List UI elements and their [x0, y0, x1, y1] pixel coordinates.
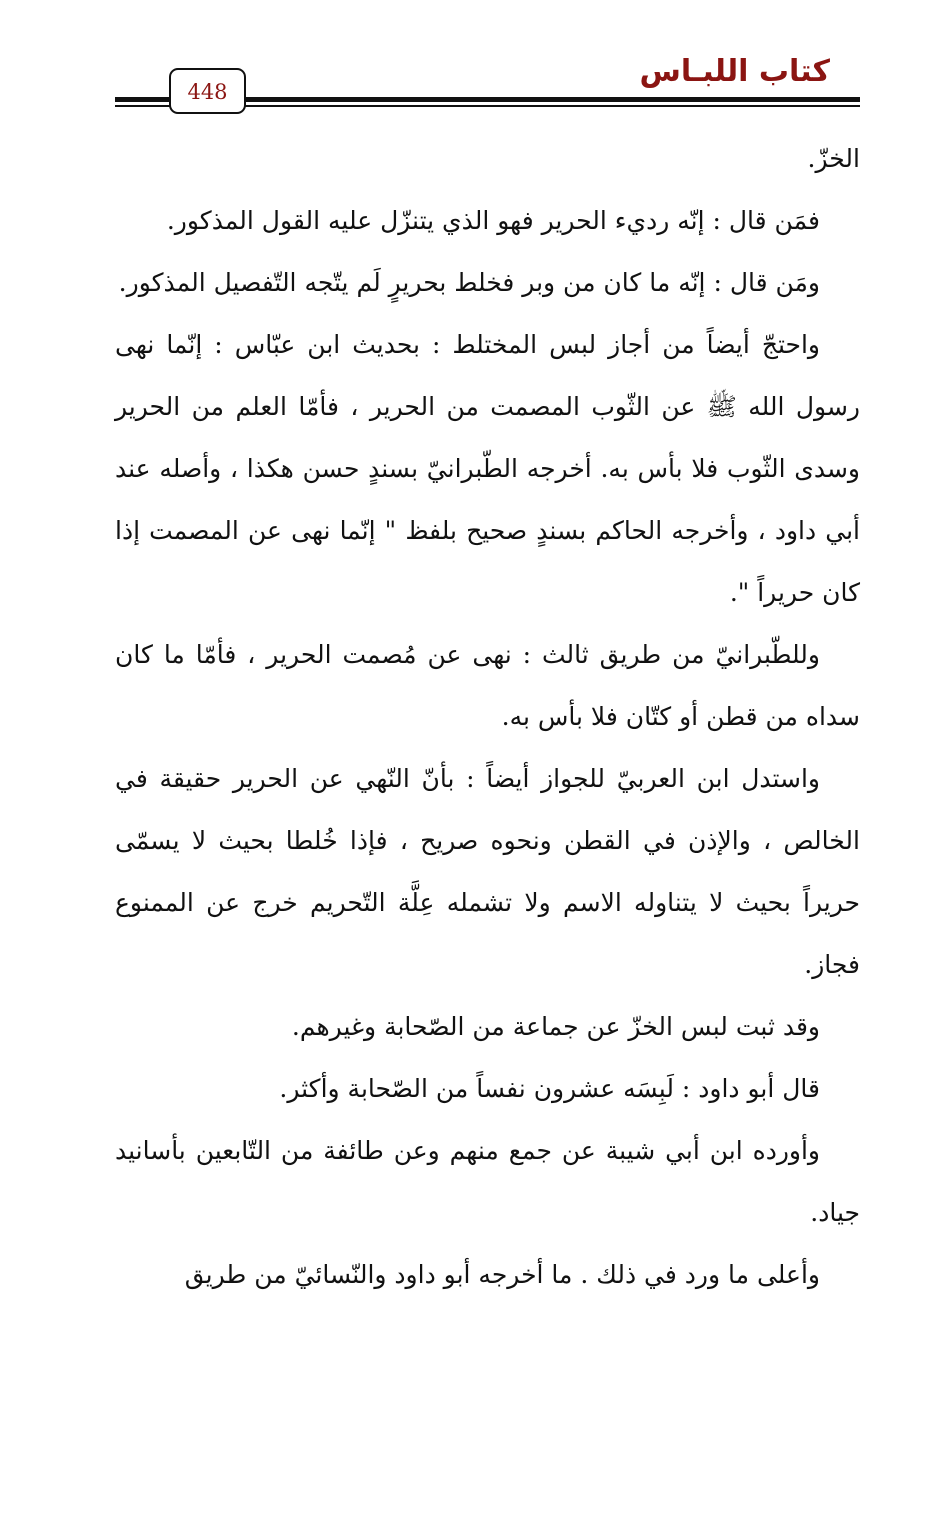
paragraph: وأعلى ما ورد في ذلك . ما أخرجه أبو داود والنّسائيّ من طريق [184, 1260, 820, 1289]
paragraph: واحتجّ أيضاً من أجاز لبس المختلط : بحديث ابن عبّاس : إنّما نهى رسول الله ﷺ عن الثّوب المصمت من الحرير ، فأمّا العلم من الحرير وسدى الثّوب فلا بأس به. أخرجه الطّبرانيّ بسندٍ حسن هكذا ، وأصله عند أبي داود ، وأخرجه الحاكم بسندٍ صحيح بلفظ " إنّما نهى عن المصمت إذا كان حريراً ". [115, 330, 860, 607]
page-number: 448 [169, 68, 246, 114]
book-title: كتاب اللبـاس [639, 54, 830, 89]
paragraph: وقد ثبت لبس الخزّ عن جماعة من الصّحابة وغيرهم. [291, 1012, 820, 1041]
body-text [115, 128, 860, 1306]
page-header [0, 0, 945, 130]
paragraph: وللطّبرانيّ من طريق ثالث : نهى عن مُصمت الحرير ، فأمّا ما كان سداه من قطن أو كتّان فلا بأس به. [115, 640, 860, 731]
paragraph: الخزّ. [807, 144, 860, 173]
paragraph: قال أبو داود : لَبِسَه عشرون نفساً من الصّحابة وأكثر. [279, 1074, 820, 1103]
paragraph: وأورده ابن أبي شيبة عن جمع منهم وعن طائفة من التّابعين بأسانيد جياد. [115, 1136, 860, 1227]
paragraph: واستدل ابن العربيّ للجواز أيضاً : بأنّ النّهي عن الحرير حقيقة في الخالص ، والإذن في القطن ونحوه صريح ، فإذا خُلطا بحيث لا يسمّى حريراً بحيث لا يتناوله الاسم ولا تشمله عِلَّة التّحريم خرج عن الممنوع فجاز. [115, 764, 860, 979]
paragraph: فمَن قال : إنّه رديء الحرير فهو الذي يتنزّل عليه القول المذكور. [166, 206, 820, 235]
paragraph: ومَن قال : إنّه ما كان من وبر فخلط بحريرٍ لَم يتّجه التّفصيل المذكور. [118, 268, 820, 297]
